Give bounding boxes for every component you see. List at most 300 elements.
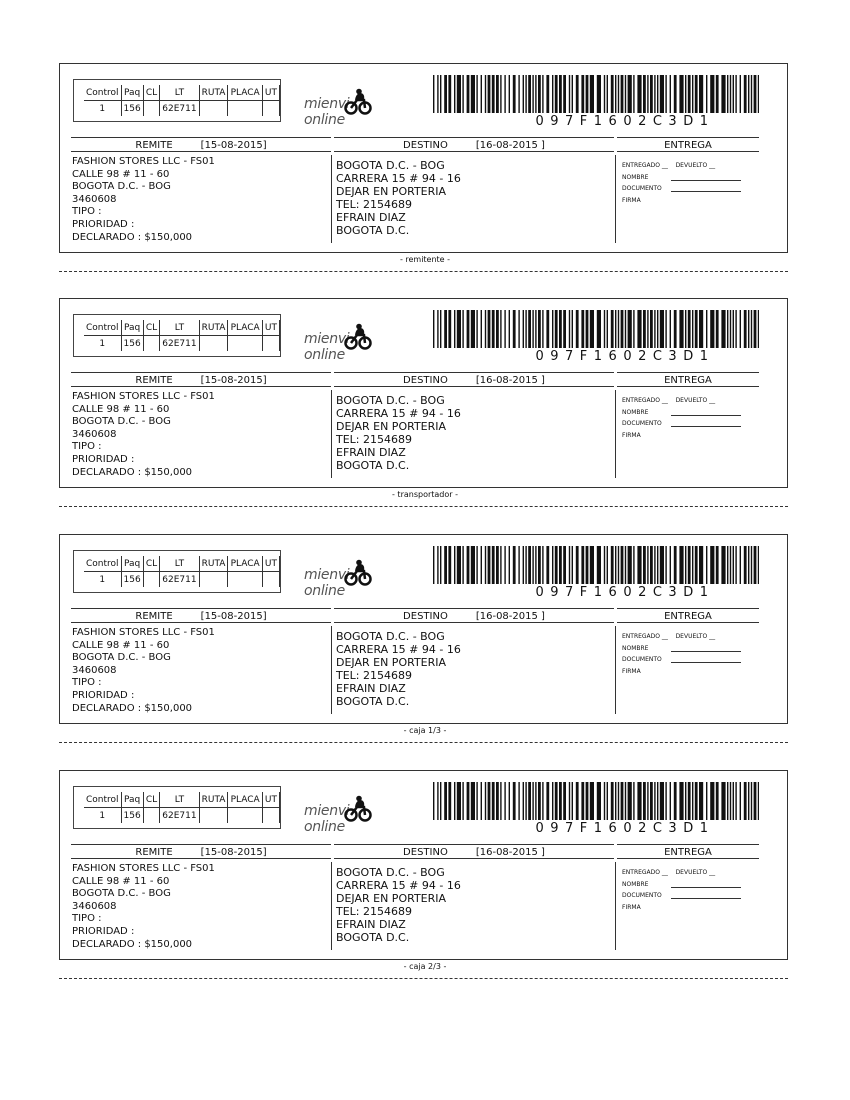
destino-header <box>334 608 614 623</box>
barcode-bar <box>744 75 747 113</box>
placa-header: PLACA <box>228 320 262 336</box>
barcode-bar <box>695 546 698 584</box>
barcode-bar <box>433 310 434 348</box>
nombre-row <box>622 172 762 184</box>
barcode-bar <box>740 310 741 348</box>
nombre-label: NOMBRE <box>622 880 649 888</box>
barcode-bar <box>727 546 728 584</box>
barcode-bar <box>744 546 747 584</box>
barcode-bar <box>542 546 543 584</box>
barcode-bar <box>633 546 634 584</box>
documento-row <box>622 183 762 195</box>
barcode-bar <box>621 310 624 348</box>
ut-header: UT <box>262 556 279 572</box>
barcode-bar <box>454 546 455 584</box>
barcode-bar <box>476 75 477 113</box>
ut-value <box>262 572 279 588</box>
placa-header: PLACA <box>228 85 262 101</box>
destino-line: CARRERA 15 # 94 - 16 <box>336 172 461 185</box>
barcode-number: 097F1602C3D1 <box>535 585 715 600</box>
entrega-status-row <box>622 160 762 172</box>
barcode-bar <box>604 546 605 584</box>
barcode-bar <box>754 546 757 584</box>
barcode-bar <box>643 546 646 584</box>
barcode-bar <box>525 75 526 113</box>
barcode-bar <box>628 310 632 348</box>
barcode-bar <box>535 75 536 113</box>
destino-line: EFRAIN DIAZ <box>336 682 406 695</box>
barcode-bar <box>744 782 747 820</box>
placa-value <box>228 101 262 117</box>
barcode-bar <box>492 546 495 584</box>
barcode-bar <box>647 546 648 584</box>
barcode-number: 097F1602C3D1 <box>535 349 715 364</box>
remite-header <box>71 844 331 859</box>
barcode-bar <box>481 546 482 584</box>
control-header-row <box>84 320 280 336</box>
barcode-bar <box>665 546 666 584</box>
firma-row <box>622 666 762 678</box>
motorcycle-icon <box>344 88 372 116</box>
control-value-row <box>84 572 280 588</box>
lt-value: 62E711 <box>160 808 199 824</box>
barcode-bar <box>532 310 533 348</box>
barcode-bar <box>448 310 451 348</box>
remite-line: PRIORIDAD : <box>72 218 135 230</box>
cut-line <box>59 742 788 743</box>
destino-label: DESTINO <box>403 375 448 386</box>
placa-header: PLACA <box>228 556 262 572</box>
barcode-bar <box>488 310 491 348</box>
barcode-bar <box>433 75 434 113</box>
documento-label: DOCUMENTO <box>622 420 662 427</box>
entrega-status-row <box>622 867 762 879</box>
barcode-bar <box>670 75 671 113</box>
destino-body <box>336 159 611 237</box>
placa-value <box>228 572 262 588</box>
remite-line: CALLE 98 # 11 - 60 <box>72 639 170 651</box>
mienvio-logo <box>304 88 404 128</box>
shipping-label <box>0 534 850 770</box>
divider <box>615 626 616 714</box>
barcode-bar <box>488 75 491 113</box>
control-box <box>73 314 281 357</box>
documento-line <box>671 662 741 663</box>
barcode-bar <box>628 75 632 113</box>
barcode-bar <box>618 310 619 348</box>
barcode-number: 097F1602C3D1 <box>535 114 715 129</box>
remite-line: DECLARADO : $150,000 <box>72 702 193 714</box>
barcode-bar <box>454 75 455 113</box>
remite-date: [15-08-2015] <box>200 375 267 386</box>
barcode-bar <box>546 75 549 113</box>
nombre-line <box>671 415 741 416</box>
control-table <box>84 556 280 587</box>
barcode-bar <box>730 782 731 820</box>
remite-line: TIPO : <box>72 677 102 689</box>
barcode-bar <box>758 75 759 113</box>
remite-header <box>71 608 331 623</box>
barcode-bar <box>542 75 543 113</box>
barcode-bar <box>552 782 553 820</box>
remite-line: PRIORIDAD : <box>72 925 135 937</box>
firma-label: FIRMA <box>622 196 641 204</box>
barcode-bar <box>492 310 495 348</box>
nombre-label: NOMBRE <box>622 173 649 181</box>
barcode-bar <box>699 546 703 584</box>
remite-label: REMITE <box>135 375 173 386</box>
barcode-bar <box>471 75 475 113</box>
barcode-bar <box>647 75 648 113</box>
barcode-bar <box>555 75 558 113</box>
ut-value <box>262 808 279 824</box>
firma-label: FIRMA <box>622 903 641 911</box>
entrega-body <box>622 160 762 206</box>
barcode-bar <box>569 310 570 348</box>
barcode-bar <box>695 782 698 820</box>
documento-line <box>671 191 741 192</box>
barcode-bar <box>467 546 470 584</box>
destino-line: BOGOTA D.C. - BOG <box>336 630 445 643</box>
entrega-header: ENTREGA <box>617 372 759 387</box>
control-value-row <box>84 808 280 824</box>
barcode-bar <box>699 782 703 820</box>
destino-line: EFRAIN DIAZ <box>336 446 406 459</box>
barcode-bar <box>454 782 455 820</box>
barcode-bar <box>528 310 531 348</box>
placa-value <box>228 336 262 352</box>
barcode-bar <box>706 546 707 584</box>
barcode-bar <box>504 546 505 584</box>
barcode-bar <box>637 546 641 584</box>
control-header: Control <box>84 320 121 336</box>
barcode-bar <box>576 546 579 584</box>
remite-line: CALLE 98 # 11 - 60 <box>72 875 170 887</box>
barcode-bar <box>657 75 658 113</box>
mienvio-logo <box>304 559 404 599</box>
barcode-bar <box>525 546 526 584</box>
remite-line: FASHION STORES LLC - FS01 <box>72 627 215 638</box>
barcode-bar <box>699 310 703 348</box>
lt-value: 62E711 <box>160 336 199 352</box>
barcode-bar <box>569 75 570 113</box>
barcode-bar <box>716 310 719 348</box>
entrega-body <box>622 631 762 677</box>
control-header: Control <box>84 85 121 101</box>
barcode-bar <box>706 310 707 348</box>
barcode-bar <box>481 782 482 820</box>
motorcycle-icon <box>344 795 372 823</box>
barcode-bar <box>615 782 616 820</box>
destino-body <box>336 630 611 708</box>
barcode-bar <box>748 782 749 820</box>
barcode-bar <box>525 310 526 348</box>
barcode-bar <box>710 782 714 820</box>
barcode-bar <box>525 782 526 820</box>
control-value: 1 <box>84 336 121 352</box>
barcode-bar <box>674 782 677 820</box>
barcode-bar <box>471 310 475 348</box>
barcode-bar <box>660 310 664 348</box>
remite-line: 3460608 <box>72 193 117 205</box>
barcode-bar <box>688 546 691 584</box>
barcode-bar <box>542 310 543 348</box>
barcode-bar <box>618 782 619 820</box>
barcode-bar <box>542 782 543 820</box>
lt-header: LT <box>160 85 199 101</box>
barcode-bar <box>692 546 693 584</box>
control-value: 1 <box>84 808 121 824</box>
barcode-bar <box>625 782 626 820</box>
barcode-bar <box>710 546 714 584</box>
barcode-bar <box>467 782 470 820</box>
barcode-bar <box>496 310 499 348</box>
barcode-bar <box>628 782 632 820</box>
barcode-bar <box>643 782 646 820</box>
barcode-bar <box>660 546 664 584</box>
entrega-header: ENTREGA <box>617 844 759 859</box>
barcode-bar <box>535 782 536 820</box>
barcode-bar <box>650 310 653 348</box>
barcode-bar <box>716 75 719 113</box>
motorcycle-icon <box>344 559 372 587</box>
barcode-bar <box>535 310 536 348</box>
ruta-value <box>199 572 228 588</box>
barcode-bar <box>590 75 594 113</box>
destino-label: DESTINO <box>403 847 448 858</box>
barcode-bar <box>679 75 683 113</box>
remite-line: BOGOTA D.C. - BOG <box>72 181 171 193</box>
barcode-bar <box>618 546 619 584</box>
logo-text: mienvionline <box>304 331 350 363</box>
barcode-bar <box>604 310 605 348</box>
barcode-bar <box>695 310 698 348</box>
remite-label: REMITE <box>135 140 173 151</box>
barcode-bar <box>615 546 616 584</box>
barcode-bar <box>500 782 501 820</box>
devuelto-label: DEVUELTO __ <box>675 869 716 876</box>
barcode-bar <box>481 75 482 113</box>
firma-row <box>622 902 762 914</box>
barcode-bar <box>563 75 566 113</box>
destino-line: BOGOTA D.C. <box>336 459 410 472</box>
barcode-bar <box>733 75 734 113</box>
control-table <box>84 320 280 351</box>
cut-line <box>59 506 788 507</box>
cl-value <box>143 336 160 352</box>
devuelto-label: DEVUELTO __ <box>675 162 716 169</box>
entrega-status-row <box>622 395 762 407</box>
barcode-bar <box>721 546 725 584</box>
barcode-bar <box>581 75 584 113</box>
divider <box>615 862 616 950</box>
barcode-bar <box>706 75 707 113</box>
barcode-bar <box>471 546 475 584</box>
control-value: 1 <box>84 572 121 588</box>
documento-label: DOCUMENTO <box>622 185 662 192</box>
barcode-bar <box>590 310 594 348</box>
barcode-bar <box>647 782 648 820</box>
cut-line <box>59 271 788 272</box>
cl-header: CL <box>143 792 160 808</box>
barcode-bar <box>563 310 566 348</box>
barcode-bar <box>604 75 605 113</box>
entrega-header: ENTREGA <box>617 608 759 623</box>
paq-header: Paq <box>121 85 143 101</box>
barcode <box>433 310 759 348</box>
barcode-bar <box>727 310 728 348</box>
destino-header <box>334 137 614 152</box>
barcode-bar <box>611 546 614 584</box>
remite-body <box>72 156 327 244</box>
barcode-bar <box>569 782 570 820</box>
remite-header <box>71 137 331 152</box>
barcode-bar <box>674 310 677 348</box>
lt-header: LT <box>160 792 199 808</box>
barcode-bar <box>488 546 491 584</box>
barcode-bar <box>607 782 608 820</box>
mienvio-logo <box>304 795 404 835</box>
destino-header <box>334 372 614 387</box>
ruta-header: RUTA <box>199 320 228 336</box>
barcode-bar <box>758 310 759 348</box>
remite-line: BOGOTA D.C. - BOG <box>72 416 171 428</box>
remite-line: FASHION STORES LLC - FS01 <box>72 391 215 402</box>
barcode-bar <box>492 782 495 820</box>
barcode-bar <box>685 75 686 113</box>
remite-date: [15-08-2015] <box>200 611 267 622</box>
barcode-bar <box>509 310 510 348</box>
barcode-bar <box>748 75 749 113</box>
destino-line: CARRERA 15 # 94 - 16 <box>336 879 461 892</box>
barcode-bar <box>563 546 566 584</box>
barcode-bar <box>513 546 516 584</box>
barcode-bar <box>538 310 541 348</box>
barcode-bar <box>674 75 677 113</box>
barcode-bar <box>650 782 653 820</box>
barcode-bar <box>462 546 463 584</box>
barcode-bar <box>569 546 570 584</box>
barcode-bar <box>476 310 477 348</box>
nombre-line <box>671 180 741 181</box>
nombre-row <box>622 643 762 655</box>
barcode-bar <box>538 782 541 820</box>
cl-value <box>143 572 160 588</box>
barcode-bar <box>437 782 438 820</box>
barcode-bar <box>748 546 749 584</box>
destino-line: BOGOTA D.C. <box>336 695 410 708</box>
shipping-label <box>0 770 850 1006</box>
control-value: 1 <box>84 101 121 117</box>
barcode-bar <box>735 782 736 820</box>
ruta-value <box>199 336 228 352</box>
barcode-bar <box>607 546 608 584</box>
ruta-value <box>199 101 228 117</box>
label-caption: - caja 1/3 - <box>403 726 447 735</box>
barcode-bar <box>448 75 451 113</box>
barcode-bar <box>437 75 438 113</box>
barcode-bar <box>654 310 655 348</box>
barcode-bar <box>670 546 671 584</box>
barcode-bar <box>607 75 608 113</box>
barcode-bar <box>444 75 447 113</box>
barcode-bar <box>740 546 741 584</box>
barcode-bar <box>457 75 461 113</box>
cl-header: CL <box>143 556 160 572</box>
destino-date: [16-08-2015 ] <box>475 375 545 386</box>
barcode-bar <box>509 75 510 113</box>
barcode-bar <box>758 782 759 820</box>
barcode-bar <box>621 75 624 113</box>
barcode-bar <box>440 310 441 348</box>
remite-line: 3460608 <box>72 900 117 912</box>
barcode-bar <box>457 546 461 584</box>
placa-value <box>228 808 262 824</box>
barcode-bar <box>546 782 549 820</box>
label-card <box>59 63 788 253</box>
remite-line: 3460608 <box>72 428 117 440</box>
barcode-bar <box>457 310 461 348</box>
destino-line: DEJAR EN PORTERIA <box>336 185 447 198</box>
placa-header: PLACA <box>228 792 262 808</box>
documento-line <box>671 898 741 899</box>
barcode-bar <box>513 75 516 113</box>
control-table <box>84 85 280 116</box>
control-header-row <box>84 792 280 808</box>
barcode-bar <box>633 782 634 820</box>
ruta-header: RUTA <box>199 85 228 101</box>
barcode-bar <box>611 310 614 348</box>
barcode-bar <box>679 310 683 348</box>
logo-text: mienvionline <box>304 96 350 128</box>
barcode-bar <box>462 310 463 348</box>
barcode-bar <box>754 75 757 113</box>
barcode-bar <box>692 310 693 348</box>
mienvio-logo <box>304 323 404 363</box>
destino-line: TEL: 2154689 <box>336 905 412 918</box>
barcode-bar <box>471 782 475 820</box>
documento-row <box>622 890 762 902</box>
control-box <box>73 79 281 122</box>
barcode-bar <box>621 546 624 584</box>
destino-body <box>336 866 611 944</box>
remite-body <box>72 627 327 715</box>
destino-line: BOGOTA D.C. - BOG <box>336 159 445 172</box>
barcode-bar <box>440 546 441 584</box>
barcode-bar <box>523 310 524 348</box>
barcode-bar <box>628 546 632 584</box>
barcode-bar <box>665 782 666 820</box>
barcode-bar <box>685 546 686 584</box>
barcode-bar <box>706 782 707 820</box>
barcode-bar <box>572 75 573 113</box>
barcode-bar <box>576 782 579 820</box>
barcode-bar <box>509 546 510 584</box>
documento-row <box>622 654 762 666</box>
barcode-bar <box>590 782 594 820</box>
barcode-bar <box>665 310 666 348</box>
barcode-bar <box>586 546 589 584</box>
barcode-bar <box>440 75 441 113</box>
ut-value <box>262 101 279 117</box>
barcode-bar <box>643 75 646 113</box>
remite-line: TIPO : <box>72 913 102 925</box>
barcode-bar <box>509 782 510 820</box>
paq-header: Paq <box>121 556 143 572</box>
paq-header: Paq <box>121 792 143 808</box>
barcode-bar <box>586 782 589 820</box>
cut-line <box>59 978 788 979</box>
